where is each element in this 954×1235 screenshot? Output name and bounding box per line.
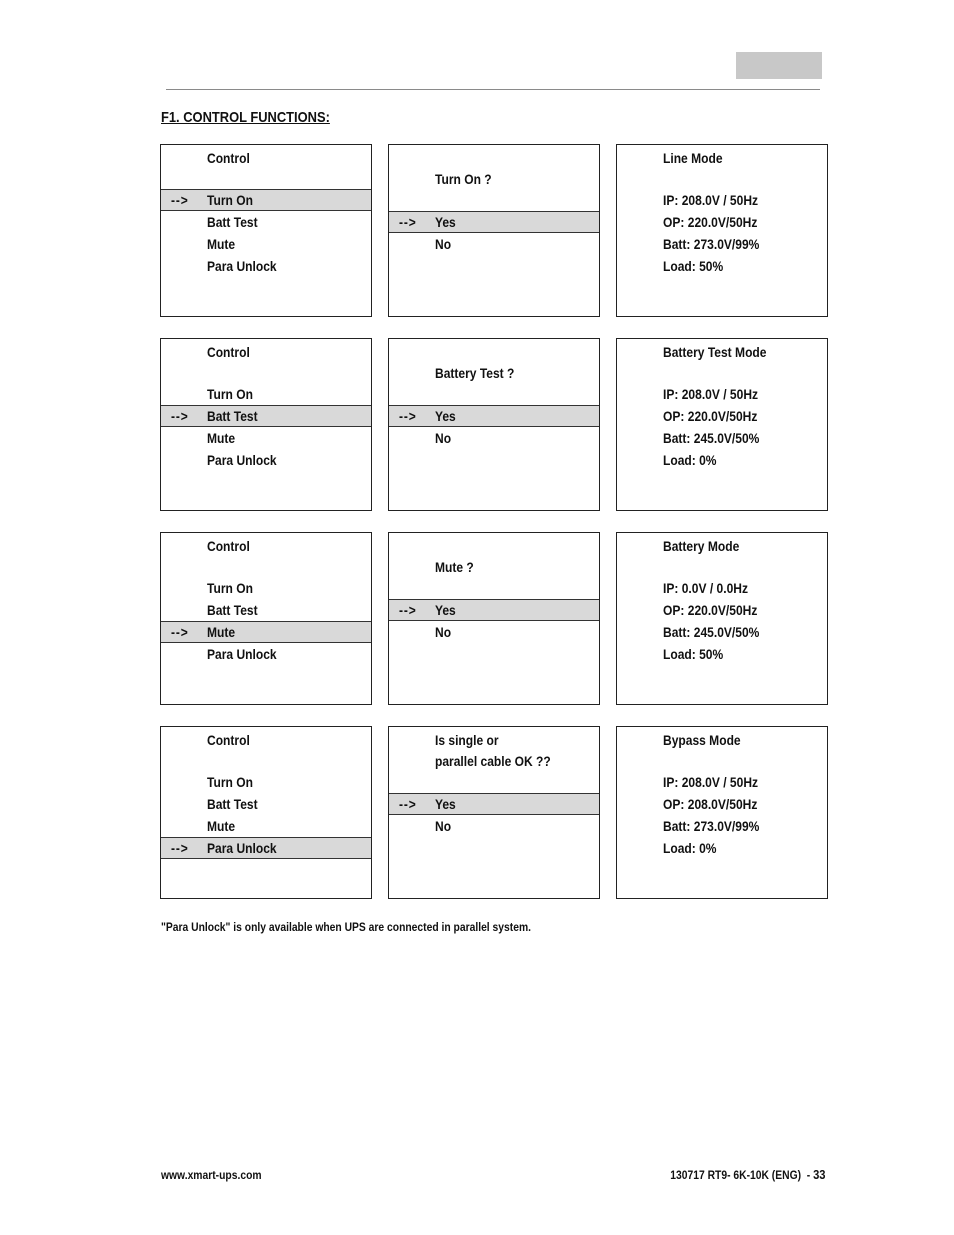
menu-item: [161, 449, 371, 471]
menu-item: [161, 815, 371, 837]
header-tab-block: [736, 52, 822, 79]
status-batt: [617, 427, 827, 449]
menu-title-label: Control: [207, 344, 250, 360]
status-mode-label: Battery Mode: [663, 538, 740, 554]
status-ip-label: IP: 208.0V / 50Hz: [663, 774, 759, 790]
confirm-option-selected: [389, 211, 599, 233]
header-rule: [166, 89, 820, 90]
status-load: [617, 837, 827, 859]
control-menu-screen: [160, 726, 372, 899]
status-batt-label: Batt: 273.0V/99%: [663, 818, 760, 834]
menu-item: [161, 233, 371, 255]
confirm-question: [389, 750, 599, 772]
menu-item: [161, 599, 371, 621]
status-screen: [616, 144, 828, 317]
confirm-question: [389, 362, 599, 384]
status-batt: [617, 621, 827, 643]
selection-arrow-icon: -->: [171, 192, 189, 208]
confirm-option: [389, 815, 599, 837]
confirm-option-label: Yes: [435, 796, 456, 812]
selection-arrow-icon: -->: [171, 624, 189, 640]
status-ip-label: IP: 0.0V / 0.0Hz: [663, 580, 748, 596]
confirm-question: [389, 556, 599, 578]
footer-separator: -: [801, 1168, 814, 1182]
footnote: "Para Unlock" is only available when UPS are connected in parallel system.: [161, 920, 531, 934]
status-screen: [616, 338, 828, 511]
control-menu-screen: [160, 338, 372, 511]
confirm-option-selected: [389, 599, 599, 621]
status-ip: [617, 577, 827, 599]
menu-item-label: Mute: [207, 624, 236, 640]
confirm-question: [389, 168, 599, 190]
status-load-label: Load: 50%: [663, 646, 724, 662]
confirm-option-label: Yes: [435, 214, 456, 230]
confirm-option-selected: [389, 793, 599, 815]
menu-item-selected: [161, 837, 371, 859]
status-load-label: Load: 0%: [663, 452, 717, 468]
menu-item-label: Mute: [207, 430, 236, 446]
status-op: [617, 793, 827, 815]
status-load-label: Load: 0%: [663, 840, 717, 856]
confirm-screen: [388, 338, 600, 511]
status-load: [617, 255, 827, 277]
confirm-option-label: No: [435, 624, 452, 640]
menu-item: [161, 383, 371, 405]
menu-item-label: Para Unlock: [207, 840, 277, 856]
selection-arrow-icon: -->: [399, 796, 417, 812]
status-ip-label: IP: 208.0V / 50Hz: [663, 192, 759, 208]
menu-item-label: Mute: [207, 818, 236, 834]
status-ip: [617, 383, 827, 405]
confirm-option-label: Yes: [435, 602, 456, 618]
menu-item-label: Mute: [207, 236, 236, 252]
menu-item-label: Batt Test: [207, 214, 258, 230]
status-op: [617, 599, 827, 621]
menu-item: [161, 793, 371, 815]
confirm-question-label: parallel cable OK ??: [435, 753, 551, 769]
status-op: [617, 211, 827, 233]
status-op: [617, 405, 827, 427]
status-load: [617, 643, 827, 665]
menu-item-label: Para Unlock: [207, 646, 277, 662]
confirm-question-label: Turn On ?: [435, 171, 492, 187]
status-mode-label: Line Mode: [663, 150, 723, 166]
menu-item-label: Batt Test: [207, 408, 258, 424]
status-mode-label: Battery Test Mode: [663, 344, 767, 360]
menu-title-label: Control: [207, 150, 250, 166]
menu-item-label: Para Unlock: [207, 452, 277, 468]
status-mode: [617, 535, 827, 557]
status-op-label: OP: 220.0V/50Hz: [663, 408, 758, 424]
confirm-screen: [388, 144, 600, 317]
status-op-label: OP: 208.0V/50Hz: [663, 796, 758, 812]
footer-website: www.xmart-ups.com: [161, 1168, 262, 1182]
menu-item-label: Turn On: [207, 192, 253, 208]
confirm-option-label: No: [435, 818, 452, 834]
menu-item: [161, 427, 371, 449]
menu-item-selected: [161, 621, 371, 643]
menu-item: [161, 771, 371, 793]
status-mode: [617, 729, 827, 751]
menu-item-label: Batt Test: [207, 796, 258, 812]
confirm-option-label: Yes: [435, 408, 456, 424]
footer-doc-code: 130717 RT9- 6K-10K (ENG): [670, 1168, 802, 1182]
confirm-question-label: Is single or: [435, 732, 499, 748]
menu-title-label: Control: [207, 538, 250, 554]
menu-item-label: Turn On: [207, 580, 253, 596]
confirm-option-selected: [389, 405, 599, 427]
confirm-screen: [388, 532, 600, 705]
menu-title: [161, 535, 371, 557]
status-screen: [616, 532, 828, 705]
confirm-question-label: Battery Test ?: [435, 365, 515, 381]
menu-title: [161, 147, 371, 169]
status-batt-label: Batt: 245.0V/50%: [663, 624, 760, 640]
menu-item-selected: [161, 189, 371, 211]
selection-arrow-icon: -->: [171, 408, 189, 424]
menu-item-label: Turn On: [207, 774, 253, 790]
selection-arrow-icon: -->: [399, 214, 417, 230]
status-load: [617, 449, 827, 471]
section-title: F1. CONTROL FUNCTIONS:: [161, 109, 330, 126]
status-batt-label: Batt: 273.0V/99%: [663, 236, 760, 252]
status-mode-label: Bypass Mode: [663, 732, 741, 748]
status-op-label: OP: 220.0V/50Hz: [663, 214, 758, 230]
menu-item: [161, 255, 371, 277]
status-screen: [616, 726, 828, 899]
selection-arrow-icon: -->: [399, 408, 417, 424]
confirm-option: [389, 427, 599, 449]
page-number: 33: [813, 1167, 826, 1182]
menu-item: [161, 643, 371, 665]
status-ip: [617, 771, 827, 793]
confirm-question-label: Mute ?: [435, 559, 474, 575]
selection-arrow-icon: -->: [171, 840, 189, 856]
menu-item: [161, 211, 371, 233]
confirm-question: [389, 729, 599, 751]
status-ip-label: IP: 208.0V / 50Hz: [663, 386, 759, 402]
status-batt: [617, 815, 827, 837]
menu-title: [161, 729, 371, 751]
menu-item-label: Turn On: [207, 386, 253, 402]
menu-item-label: Batt Test: [207, 602, 258, 618]
status-batt: [617, 233, 827, 255]
status-batt-label: Batt: 245.0V/50%: [663, 430, 760, 446]
status-op-label: OP: 220.0V/50Hz: [663, 602, 758, 618]
confirm-option: [389, 621, 599, 643]
menu-item-label: Para Unlock: [207, 258, 277, 274]
menu-title: [161, 341, 371, 363]
status-ip: [617, 189, 827, 211]
menu-item: [161, 577, 371, 599]
confirm-option-label: No: [435, 236, 452, 252]
selection-arrow-icon: -->: [399, 602, 417, 618]
confirm-option-label: No: [435, 430, 452, 446]
control-menu-screen: [160, 532, 372, 705]
status-load-label: Load: 50%: [663, 258, 724, 274]
menu-item-selected: [161, 405, 371, 427]
footer-doc-info: [671, 1167, 826, 1182]
status-mode: [617, 341, 827, 363]
control-menu-screen: [160, 144, 372, 317]
menu-title-label: Control: [207, 732, 250, 748]
status-mode: [617, 147, 827, 169]
confirm-option: [389, 233, 599, 255]
confirm-screen: [388, 726, 600, 899]
